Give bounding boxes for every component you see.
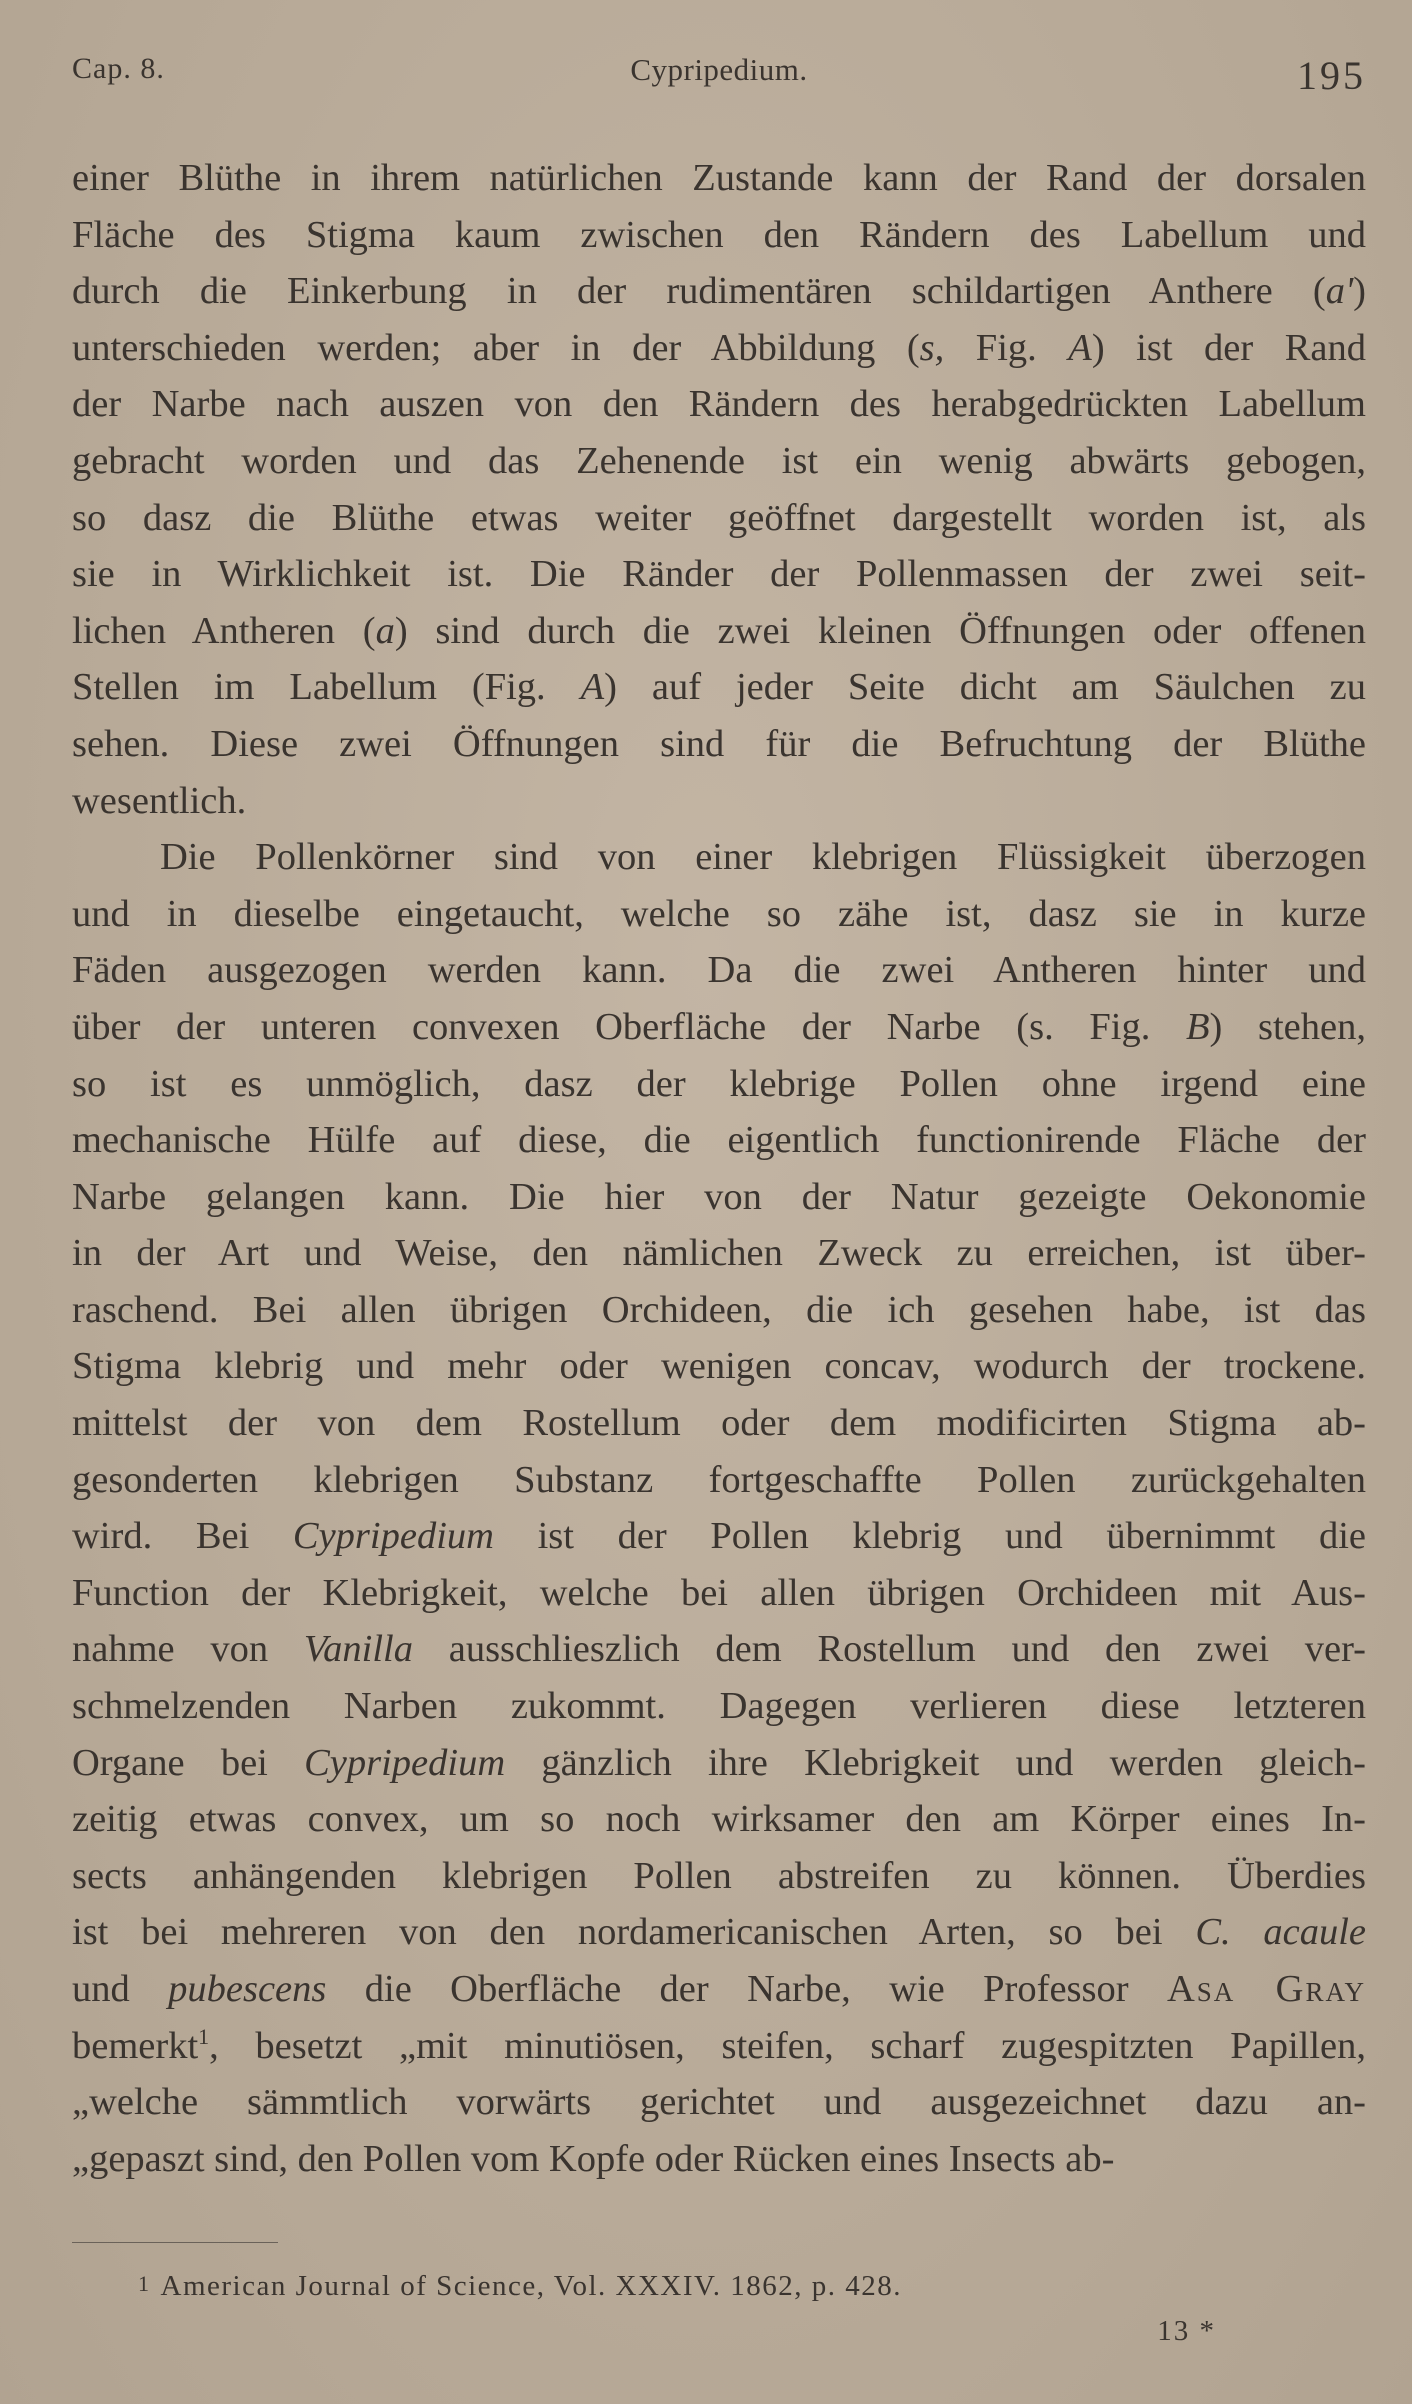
text-line [72, 1169, 1366, 1226]
text-segment: Stigma klebrig und mehr oder wenigen concav, wodurch der trockene. [72, 1345, 1366, 1388]
italic-text: C. acaule [1195, 1911, 1366, 1954]
italic-text: Cypripedium [292, 1515, 494, 1558]
text-line [72, 1338, 1366, 1395]
text-segment: gesonderten klebrigen Substanz fortgeschaffte Pollen zurückgehalten [72, 1458, 1366, 1501]
text-line [72, 320, 1366, 377]
text-segment: Fläche des Stigma kaum zwischen den Rändern des Labellum und [72, 213, 1366, 256]
text-segment: so dasz die Blüthe etwas weiter geöffnet dargestellt worden ist, als [72, 496, 1366, 539]
text-line [72, 1621, 1366, 1678]
chapter-label: Cap. 8. [72, 52, 165, 85]
text-segment: nahme von [72, 1628, 304, 1671]
text-segment: ) sind durch die zwei kleinen Öffnungen oder offenen [394, 609, 1367, 652]
text-line [72, 1791, 1366, 1848]
text-segment: wesentlich. [72, 779, 247, 822]
text-line [72, 659, 1366, 716]
text-segment: „gepaszt sind, den Pollen vom Kopfe oder Rücken eines Insects ab- [72, 2137, 1115, 2180]
text-segment: gänzlich ihre Klebrigkeit und werden gleich- [505, 1741, 1367, 1784]
text-line [72, 207, 1366, 264]
text-segment: der Narbe nach auszen von den Rändern des herabgedrückten Labellum [72, 383, 1366, 426]
text-line [72, 490, 1366, 547]
italic-text: A [580, 666, 605, 709]
italic-text: s, [919, 326, 945, 369]
signature-mark: 13 * [1157, 2315, 1216, 2347]
text-line [72, 1678, 1366, 1735]
text-line [72, 999, 1366, 1056]
text-segment: ) [1353, 270, 1366, 313]
italic-text: Vanilla [303, 1628, 413, 1671]
running-title: Cypripedium. [630, 52, 808, 87]
text-segment: ausschlieszlich dem Rostellum und den zwei ver- [412, 1628, 1366, 1671]
text-segment: in der Art und Weise, den nämlichen Zweck zu erreichen, ist über- [72, 1232, 1366, 1275]
text-line [72, 603, 1366, 660]
text-line [72, 546, 1366, 603]
text-segment: einer Blüthe in ihrem natürlichen Zustande kann der Rand der dorsalen [72, 157, 1366, 199]
text-line [72, 433, 1366, 490]
text-line [72, 1112, 1366, 1169]
text-line [72, 1282, 1366, 1339]
text-line [72, 773, 1366, 830]
text-segment: Stellen im Labellum (Fig. [72, 666, 581, 709]
italic-text: a [375, 609, 395, 652]
text-segment: bemerkt [72, 2024, 199, 2067]
page-number: 195 [1297, 53, 1366, 98]
text-segment: sie in Wirklichkeit ist. Die Ränder der Pollenmassen der zwei seit- [72, 553, 1366, 596]
text-line [72, 1225, 1366, 1282]
text-line [72, 2131, 1366, 2188]
text-segment: Narbe gelangen kann. Die hier von der Natur gezeigte Oekonomie [72, 1175, 1366, 1218]
italic-text: pubescens [168, 1968, 327, 2010]
text-segment: wird. Bei [72, 1515, 293, 1558]
text-line [72, 2018, 1366, 2075]
text-line [72, 2074, 1366, 2131]
text-segment: ) auf jeder Seite dicht am Säulchen zu [604, 666, 1366, 709]
text-line [72, 1056, 1366, 1113]
text-segment: ist bei mehreren von den nordamericanischen Arten, so bei [72, 1911, 1196, 1954]
text-line [72, 829, 1366, 886]
text-segment: , besetzt „mit minutiösen, steifen, scharf zugespitzten Papillen, [209, 2024, 1366, 2067]
text-segment: sehen. Diese zwei Öffnungen sind für die Befruchtung der Blüthe [72, 722, 1366, 765]
text-segment: Die Pollenkörner sind von einer klebrigen Flüssigkeit überzogen [160, 836, 1366, 879]
footnote-marker: 1 [138, 2271, 151, 2296]
text-segment: die Oberfläche der Narbe, wie Professor [326, 1968, 1167, 2010]
text-line [72, 1961, 1366, 2018]
text-segment: Fig. [944, 326, 1069, 369]
paragraph [72, 150, 1366, 829]
text-segment: raschend. Bei allen übrigen Orchideen, die ich gesehen habe, ist das [72, 1288, 1366, 1331]
text-line [72, 1452, 1366, 1509]
text-line [72, 1565, 1366, 1622]
text-line [72, 1848, 1366, 1905]
text-segment: Organe bei [72, 1741, 305, 1784]
text-segment: Function der Klebrigkeit, welche bei allen übrigen Orchideen mit Aus- [72, 1571, 1366, 1614]
text-line [72, 1395, 1366, 1452]
text-segment: „welche sämmtlich vorwärts gerichtet und ausgezeichnet dazu an- [72, 2081, 1366, 2124]
text-segment: Fäden ausgezogen werden kann. Da die zwei Antheren hinter und [72, 949, 1366, 992]
text-segment: und in dieselbe eingetaucht, welche so zähe ist, dasz sie in kurze [72, 892, 1366, 935]
text-segment: unterschieden werden; aber in der Abbildung ( [72, 326, 920, 369]
text-segment: durch die Einkerbung in der rudimentären schildartigen Anthere ( [72, 270, 1326, 313]
text-segment: so ist es unmöglich, dasz der klebrige Pollen ohne irgend eine [72, 1062, 1366, 1105]
text-segment: mittelst der von dem Rostellum oder dem modificirten Stigma ab- [72, 1402, 1366, 1445]
text-line [72, 716, 1366, 773]
footnote-divider [72, 2242, 278, 2243]
footnote-reference: 1 [198, 2023, 210, 2049]
text-segment: ist der Pollen klebrig und übernimmt die [493, 1515, 1366, 1558]
text-line [72, 886, 1366, 943]
text-segment: gebracht worden und das Zehenende ist ein wenig abwärts gebogen, [72, 439, 1366, 482]
text-segment: zeitig etwas convex, um so noch wirksamer den am Körper eines In- [72, 1798, 1366, 1841]
italic-text: A [1068, 326, 1092, 369]
smallcaps-text: Asa Gray [1166, 1968, 1366, 2010]
paragraph [72, 829, 1366, 2187]
body-text [72, 150, 1366, 2187]
italic-text: a' [1325, 270, 1354, 313]
footnote [138, 2270, 902, 2303]
text-line [72, 1904, 1366, 1961]
text-segment: über der unteren convexen Oberfläche der Narbe (s. Fig. [72, 1005, 1186, 1048]
text-segment: mechanische Hülfe auf diese, die eigentlich functionirende Fläche der [72, 1119, 1366, 1162]
italic-text: B [1186, 1005, 1210, 1048]
text-line [72, 376, 1366, 433]
text-segment: sects anhängenden klebrigen Pollen abstreifen zu können. Überdies [72, 1854, 1366, 1897]
footnote-text: American Journal of Science, Vol. XXXIV. 1862, p. 428. [160, 2270, 902, 2302]
text-segment: ) ist der Rand [1091, 326, 1367, 369]
text-line [72, 150, 1366, 207]
text-segment: und [72, 1968, 169, 2010]
text-line [72, 263, 1366, 320]
italic-text: Cypripedium [304, 1741, 506, 1784]
text-line [72, 1735, 1366, 1792]
text-segment: ) stehen, [1209, 1005, 1366, 1048]
text-line [72, 942, 1366, 999]
text-segment: schmelzenden Narben zukommt. Dagegen verlieren diese letzteren [72, 1685, 1366, 1728]
text-segment: lichen Antheren ( [72, 609, 376, 652]
running-header [72, 52, 1366, 112]
text-line [72, 1508, 1366, 1565]
